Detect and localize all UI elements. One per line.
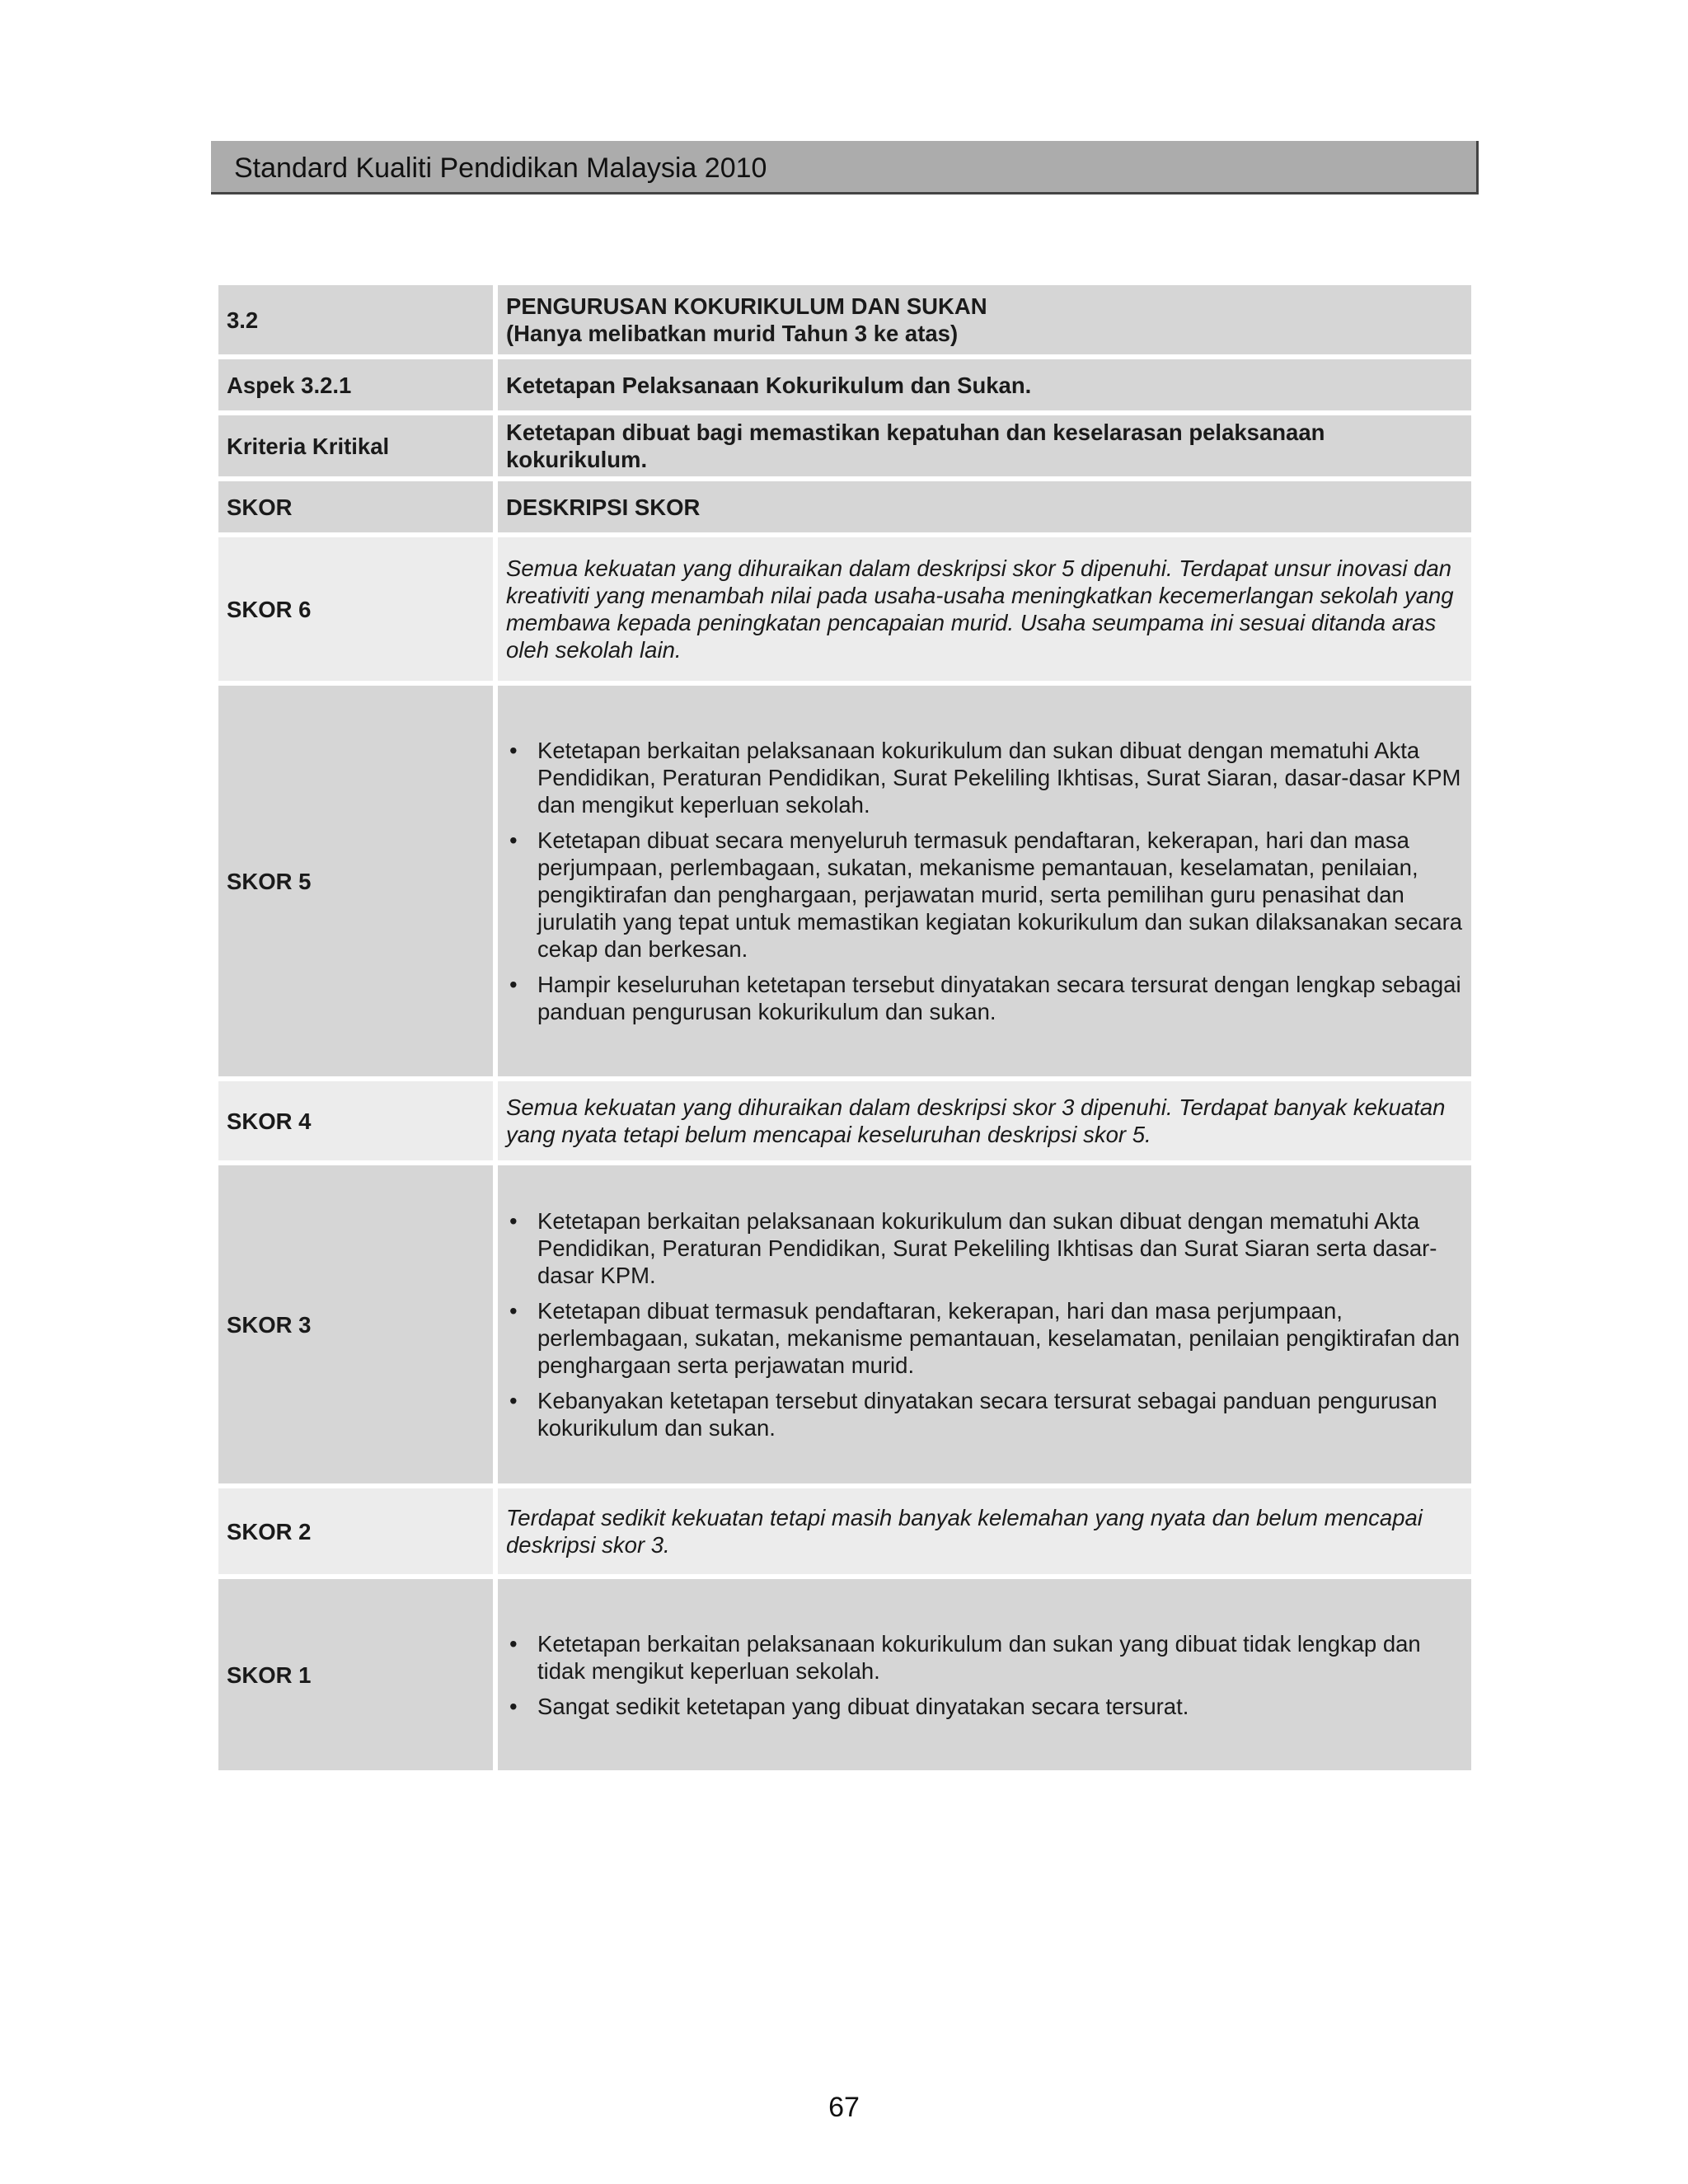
bullet-icon: • (509, 1630, 518, 1657)
kriteria-row (218, 415, 1471, 476)
score-desc-2: Terdapat sedikit kekuatan tetapi masih banyak kelemahan yang nyata dan belum mencapai deskripsi skor 3. (498, 1488, 1471, 1574)
column-header-skor: SKOR (218, 481, 493, 532)
score-label-2: SKOR 2 (218, 1488, 493, 1574)
score-desc-3 (498, 1165, 1471, 1483)
kriteria-text: Ketetapan dibuat bagi memastikan kepatuhan dan keselarasan pelaksanaan kokurikulum. (498, 415, 1471, 476)
score-row-1 (218, 1579, 1471, 1770)
score-table (213, 280, 1476, 1775)
score-label-6: SKOR 6 (218, 537, 493, 681)
score-row-4 (218, 1081, 1471, 1160)
bullet-icon: • (509, 1208, 518, 1234)
bullet-icon: • (509, 1298, 518, 1324)
score-desc-6: Semua kekuatan yang dihuraikan dalam deskripsi skor 5 dipenuhi. Terdapat unsur inovasi dan kreativiti yang menambah nilai pada usaha-usaha meningkatkan kecemerlangan sekolah yang membawa kepada peningkatan pencapaian murid. Usaha seumpama ini sesuai ditanda aras oleh sekolah lain. (498, 537, 1471, 681)
score-label-3: SKOR 3 (218, 1165, 493, 1483)
bullet-item: • Ketetapan berkaitan pelaksanaan kokurikulum dan sukan yang dibuat tidak lengkap dan tidak mengikut keperluan sekolah. (509, 1630, 1421, 1684)
score-row-2 (218, 1488, 1471, 1574)
bullet-icon: • (509, 1693, 518, 1719)
aspek-label: Aspek 3.2.1 (218, 359, 493, 410)
score-label-4: SKOR 4 (218, 1081, 493, 1160)
page-number: 67 (828, 2092, 860, 2123)
bullet-item: • Ketetapan dibuat secara menyeluruh termasuk pendaftaran, kekerapan, hari dan masa perjumpaan, perlembagaan, sukatan, mekanisme pemantauan, keselamatan, penilaian, pengiktirafan dan penghargaan, perjawatan murid, serta pemilihan guru penasihat dan jurulatih yang tepat untuk memastikan kegiatan kokurikulum dan sukan dilaksanakan secara cekap dan berkesan. (509, 827, 1463, 962)
bullet-item: • Sangat sedikit ketetapan yang dibuat dinyatakan secara tersurat. (509, 1693, 1189, 1719)
bullet-icon: • (509, 738, 518, 763)
header-title: Standard Kualiti Pendidikan Malaysia 2010 (234, 152, 767, 184)
score-label-1: SKOR 1 (218, 1579, 493, 1770)
score-row-6 (218, 537, 1471, 681)
column-header-deskripsi: DESKRIPSI SKOR (498, 481, 1471, 532)
aspek-row (218, 359, 1471, 410)
header-bar (211, 141, 1479, 194)
score-row-3 (218, 1165, 1471, 1483)
section-row (218, 285, 1471, 354)
bullet-item: • Ketetapan dibuat termasuk pendaftaran, kekerapan, hari dan masa perjumpaan, perlembagaan, sukatan, mekanisme pemantauan, keselamatan, penilaian pengiktirafan dan penghargaan serta perjawatan murid. (509, 1298, 1461, 1378)
section-title-line2: (Hanya melibatkan murid Tahun 3 ke atas) (506, 321, 959, 346)
section-title (498, 285, 1471, 354)
score-desc-4: Semua kekuatan yang dihuraikan dalam deskripsi skor 3 dipenuhi. Terdapat banyak kekuatan yang nyata tetapi belum mencapai keseluruhan deskripsi skor 5. (498, 1081, 1471, 1160)
score-label-5: SKOR 5 (218, 686, 493, 1076)
bullet-icon: • (509, 827, 518, 853)
bullet-icon: • (509, 1388, 518, 1413)
score-row-5 (218, 686, 1471, 1076)
kriteria-label: Kriteria Kritikal (218, 415, 493, 476)
aspek-text: Ketetapan Pelaksanaan Kokurikulum dan Sukan. (498, 359, 1471, 410)
bullet-item: • Ketetapan berkaitan pelaksanaan kokurikulum dan sukan dibuat dengan mematuhi Akta Pendidikan, Peraturan Pendidikan, Surat Pekeliling Ikhtisas dan Surat Siaran serta dasar-dasar KPM. (509, 1208, 1437, 1288)
score-desc-5 (498, 686, 1471, 1076)
bullet-item: • Kebanyakan ketetapan tersebut dinyatakan secara tersurat sebagai panduan pengurusan kokurikulum dan sukan. (509, 1388, 1437, 1441)
bullet-icon: • (509, 972, 518, 997)
column-header-row (218, 481, 1471, 532)
section-number: 3.2 (218, 285, 493, 354)
bullet-item: • Ketetapan berkaitan pelaksanaan kokurikulum dan sukan dibuat dengan mematuhi Akta Pendidikan, Peraturan Pendidikan, Surat Pekeliling Ikhtisas, Surat Siaran, dasar-dasar KPM dan mengikut keperluan sekolah. (509, 738, 1461, 818)
score-desc-1 (498, 1579, 1471, 1770)
section-title-line1: PENGURUSAN KOKURIKULUM DAN SUKAN (506, 293, 987, 319)
bullet-item: • Hampir keseluruhan ketetapan tersebut dinyatakan secara tersurat dengan lengkap sebagai panduan pengurusan kokurikulum dan sukan. (509, 972, 1461, 1024)
